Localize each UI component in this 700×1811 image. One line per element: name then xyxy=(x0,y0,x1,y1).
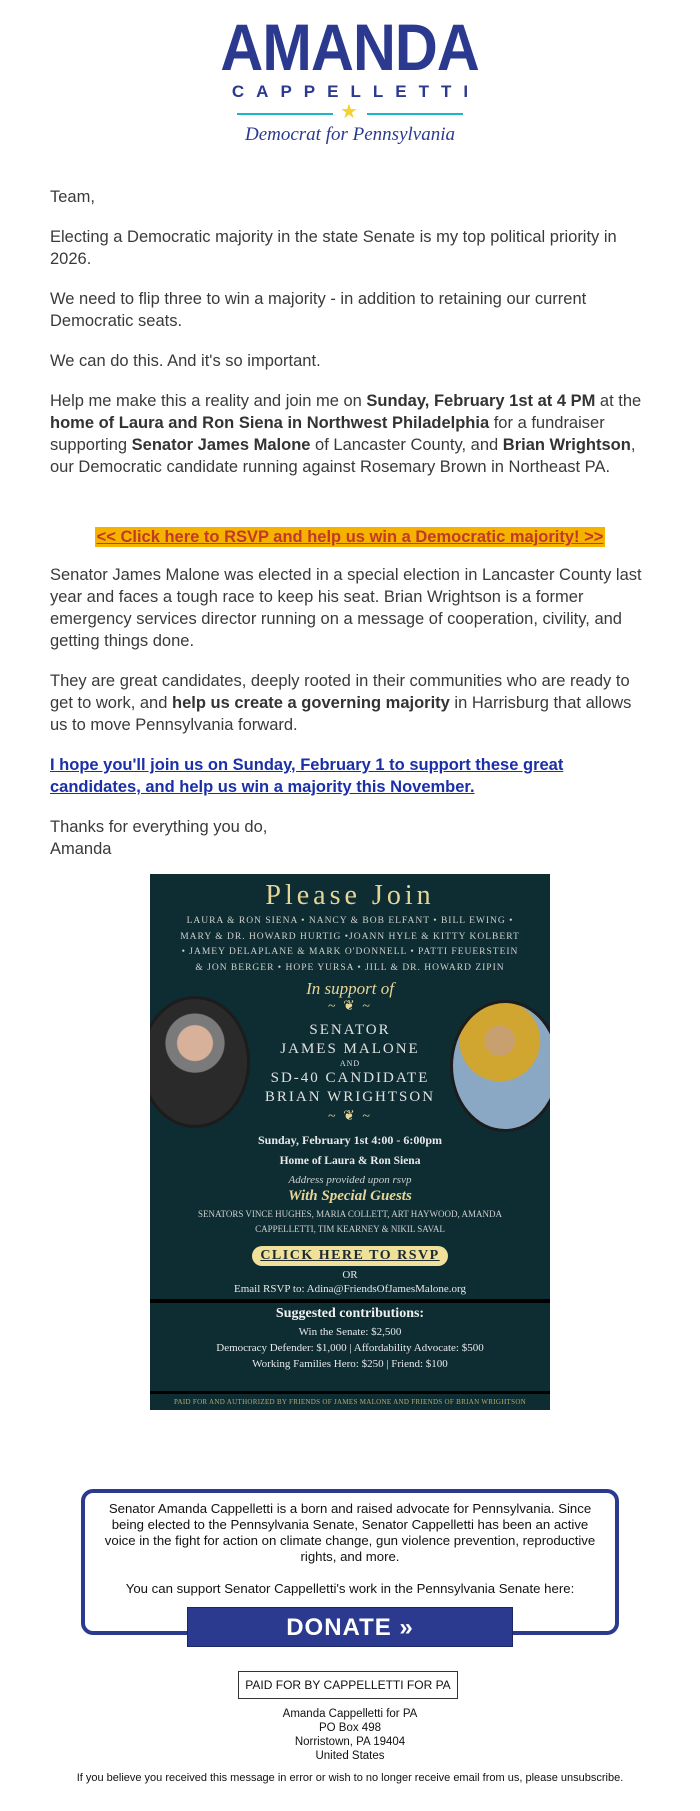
rsvp-link[interactable]: << Click here to RSVP and help us win a Democratic majority! >> xyxy=(96,528,604,546)
letter-body xyxy=(50,186,650,496)
flyer-divider xyxy=(150,1391,550,1394)
star-icon: ★ xyxy=(340,101,358,123)
flyer-rsvp-button[interactable]: CLICK HERE TO RSVP xyxy=(252,1246,447,1266)
logo-name-first: AMANDA xyxy=(220,10,480,84)
footer-support-box xyxy=(81,1489,619,1641)
rsvp-link-row xyxy=(0,528,700,547)
logo-divider xyxy=(237,101,463,124)
event-flyer[interactable] xyxy=(150,874,550,1410)
paragraph-governing-majority: They are great candidates, deeply rooted in their communities who are ready to get to work, and help us create a governing majority in Harrisburg that allows us to move Pennsylvania forward. xyxy=(50,672,632,734)
flyer-date: Sunday, February 1st 4:00 - 6:00pm xyxy=(257,1133,442,1147)
flyer-hosts: LAURA & RON SIENA • NANCY & BOB ELFANT • BILL EWING • MARY & DR. HOWARD HURTIG •JOANN HYLE & KITTY KOLBERT • JAMEY DELAPLANE & MARK O'DONNELL • PATTI FEUERSTEIN & JON BERGER • HOPE YURSA • JILL & DR. HOWARD ZIPIN xyxy=(180,916,520,973)
ornament-icon: ~ ❦ ~ xyxy=(328,999,372,1014)
paid-for-disclaimer: PAID FOR BY CAPPELLETTI FOR PA xyxy=(238,1671,458,1699)
letter-body-continued xyxy=(50,564,650,878)
logo-tagline: Democrat for Pennsylvania xyxy=(244,124,455,145)
paragraph-candidates-bio: Senator James Malone was elected in a special election in Lancaster County last year and faces a tough race to keep his seat. Brian Wrightson is a former emergency services director running on a message of cooperation, civility, and getting things done. xyxy=(50,566,642,650)
paragraph-invitation: Help me make this a reality and join me on Sunday, February 1st at 4 PM at the home of Laura and Ron Siena in Northwest Philadelphia for a fundraiser supporting Senator James Malone of Lancaster County, and Brian Wrightson, our Democratic candidate running against Rosemary Brown in Northeast PA. xyxy=(50,392,642,476)
ornament-icon: ~ ❦ ~ xyxy=(328,1109,372,1124)
flyer-tier: Democracy Defender: $1,000 | Affordability Advocate: $500 xyxy=(216,1342,484,1354)
footer-description: Senator Amanda Cappelletti is a born and raised advocate for Pennsylvania. Since being elected to the Pennsylvania Senate, Senator Cappelletti has been an active voice in the fight for action on climate change, gun violence prevention, reproductive rights, and more. xyxy=(104,1501,596,1564)
flyer-or: OR xyxy=(342,1269,358,1281)
paragraph-priority: Electing a Democratic majority in the state Senate is my top political priority in 2026. xyxy=(50,228,617,268)
unsubscribe-text[interactable]: If you believe you received this message in error or wish to no longer receive email from us, please unsubscribe. xyxy=(76,1772,624,1784)
flyer-location: Home of Laura & Ron Siena xyxy=(279,1155,421,1167)
signoff: Thanks for everything you do, Amanda xyxy=(50,818,268,858)
flyer-contributions-title: Suggested contributions: xyxy=(275,1306,425,1321)
flyer-email: Email RSVP to: Adina@FriendsOfJamesMalone.org xyxy=(234,1283,466,1295)
flyer-tier: Working Families Hero: $250 | Friend: $100 xyxy=(252,1358,448,1370)
flyer-special-guests: SENATORS VINCE HUGHES, MARIA COLLETT, ART HAYWOOD, AMANDA CAPPELLETTI, TIM KEARNEY & NIKIL SAVAL xyxy=(198,1209,502,1234)
flyer-divider xyxy=(150,1299,550,1303)
flyer-tier: Win the Senate: $2,500 xyxy=(298,1326,402,1338)
mailing-address: Amanda Cappelletti for PA PO Box 498 Norristown, PA 19404 United States xyxy=(282,1708,418,1762)
flyer-address-note: Address provided upon rsvp xyxy=(288,1174,412,1186)
flyer-candidates: SENATOR JAMES MALONE AND SD-40 CANDIDATE BRIAN WRIGHTSON xyxy=(264,1022,436,1105)
flyer-paid-for: PAID FOR AND AUTHORIZED BY FRIENDS OF JAMES MALONE AND FRIENDS OF BRIAN WRIGHTSON xyxy=(173,1398,527,1406)
paragraph-flip-three: We need to flip three to win a majority - in addition to retaining our current Democratic seats. xyxy=(50,290,587,330)
candidate-photo-wrightson xyxy=(450,1000,550,1132)
flyer-special-guests-title: With Special Guests xyxy=(288,1188,412,1204)
footer-support-text: You can support Senator Cappelletti's work in the Pennsylvania Senate here: xyxy=(125,1581,575,1596)
donate-button[interactable]: DONATE » xyxy=(187,1607,513,1647)
campaign-logo xyxy=(0,10,700,146)
paragraph-we-can: We can do this. And it's so important. xyxy=(50,352,321,370)
join-us-link[interactable]: I hope you'll join us on Sunday, February 1 to support these great candidates, and help us win a majority this November. xyxy=(50,756,564,796)
flyer-please-join: Please Join xyxy=(265,880,435,911)
flyer-in-support: In support of xyxy=(306,979,394,998)
logo-name-last: CAPPELLETTI xyxy=(231,82,481,101)
greeting: Team, xyxy=(50,188,95,206)
